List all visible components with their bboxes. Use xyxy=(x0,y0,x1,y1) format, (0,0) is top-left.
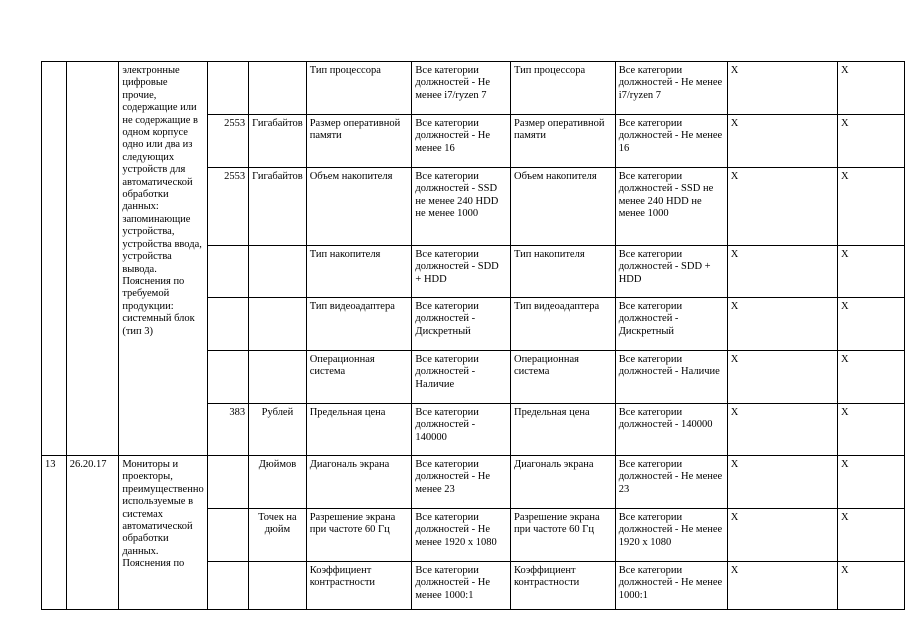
characteristic-approved: Тип видеоадаптера xyxy=(510,298,615,351)
x-mark: X xyxy=(727,562,837,610)
characteristic-approved: Операционная система xyxy=(510,351,615,404)
value: Все категории должностей - Не менее 1000:1 xyxy=(412,562,511,610)
x-mark: X xyxy=(727,351,837,404)
characteristic-approved: Размер оперативной памяти xyxy=(510,115,615,168)
value-approved: Все категории должностей - Не менее 1000:1 xyxy=(615,562,727,610)
characteristic: Размер оперативной памяти xyxy=(306,115,412,168)
x-mark: X xyxy=(838,62,905,115)
characteristic-approved: Тип накопителя xyxy=(510,246,615,298)
unit-name xyxy=(249,62,307,115)
x-mark: X xyxy=(838,509,905,562)
okei-code: 2553 xyxy=(207,115,248,168)
product-name: электронные цифровые прочие, содержащие или не содержащие в одном корпусе одно или два из следующих устройств для автоматической обработки данных: запоминающие устройства, устройства ввода, устройства вывода. Пояснения по требуемой продукции: системный блок (тип 3) xyxy=(119,62,207,456)
characteristic: Предельная цена xyxy=(306,404,412,456)
value: Все категории должностей - 140000 xyxy=(412,404,511,456)
value: Все категории должностей - Не менее 1920 x 1080 xyxy=(412,509,511,562)
value-approved: Все категории должностей - Дискретный xyxy=(615,298,727,351)
value: Все категории должностей - Не менее 23 xyxy=(412,456,511,509)
x-mark: X xyxy=(838,246,905,298)
row-number xyxy=(42,62,67,456)
characteristic-approved: Тип процессора xyxy=(510,62,615,115)
x-mark: X xyxy=(727,115,837,168)
characteristic-approved: Диагональ экрана xyxy=(510,456,615,509)
characteristic: Диагональ экрана xyxy=(306,456,412,509)
value: Все категории должностей - SSD не менее 240 HDD не менее 1000 xyxy=(412,168,511,246)
value: Все категории должностей - Не менее i7/ryzen 7 xyxy=(412,62,511,115)
okei-code xyxy=(207,509,248,562)
x-mark: X xyxy=(727,456,837,509)
value-approved: Все категории должностей - Не менее 23 xyxy=(615,456,727,509)
value-approved: Все категории должностей - Не менее i7/ryzen 7 xyxy=(615,62,727,115)
okei-code: 383 xyxy=(207,404,248,456)
x-mark: X xyxy=(727,168,837,246)
x-mark: X xyxy=(838,298,905,351)
value-approved: Все категории должностей - Наличие xyxy=(615,351,727,404)
unit-name xyxy=(249,298,307,351)
row-number: 13 xyxy=(42,456,67,610)
characteristic-approved: Разрешение экрана при частоте 60 Гц xyxy=(510,509,615,562)
characteristic: Коэффициент контрастности xyxy=(306,562,412,610)
unit-name xyxy=(249,246,307,298)
requirements-table xyxy=(41,61,905,610)
characteristic-approved: Объем накопителя xyxy=(510,168,615,246)
x-mark: X xyxy=(838,562,905,610)
characteristic: Разрешение экрана при частоте 60 Гц xyxy=(306,509,412,562)
x-mark: X xyxy=(838,456,905,509)
characteristic: Объем накопителя xyxy=(306,168,412,246)
unit-name: Рублей xyxy=(249,404,307,456)
okei-code xyxy=(207,298,248,351)
okpd-code: 26.20.17 xyxy=(66,456,119,610)
characteristic-approved: Предельная цена xyxy=(510,404,615,456)
unit-name: Дюймов xyxy=(249,456,307,509)
value: Все категории должностей - Дискретный xyxy=(412,298,511,351)
okei-code xyxy=(207,562,248,610)
x-mark: X xyxy=(838,115,905,168)
value-approved: Все категории должностей - SDD + HDD xyxy=(615,246,727,298)
characteristic-approved: Коэффициент контрастности xyxy=(510,562,615,610)
unit-name: Гигабайтов xyxy=(249,168,307,246)
unit-name: Гигабайтов xyxy=(249,115,307,168)
product-name: Мониторы и проекторы, преимущественно используемые в системах автоматической обработки данных. Пояснения по xyxy=(119,456,207,610)
value-approved: Все категории должностей - Не менее 1920 x 1080 xyxy=(615,509,727,562)
value: Все категории должностей - Наличие xyxy=(412,351,511,404)
value: Все категории должностей - SDD + HDD xyxy=(412,246,511,298)
x-mark: X xyxy=(727,404,837,456)
unit-name xyxy=(249,351,307,404)
characteristic: Тип процессора xyxy=(306,62,412,115)
x-mark: X xyxy=(727,509,837,562)
table-row xyxy=(42,456,905,509)
unit-name: Точек на дюйм xyxy=(249,509,307,562)
okei-code: 2553 xyxy=(207,168,248,246)
value-approved: Все категории должностей - Не менее 16 xyxy=(615,115,727,168)
x-mark: X xyxy=(727,62,837,115)
characteristic: Операционная система xyxy=(306,351,412,404)
x-mark: X xyxy=(838,404,905,456)
x-mark: X xyxy=(727,246,837,298)
value: Все категории должностей - Не менее 16 xyxy=(412,115,511,168)
characteristic: Тип накопителя xyxy=(306,246,412,298)
okei-code xyxy=(207,246,248,298)
unit-name xyxy=(249,562,307,610)
okpd-code xyxy=(66,62,119,456)
okei-code xyxy=(207,351,248,404)
value-approved: Все категории должностей - 140000 xyxy=(615,404,727,456)
okei-code xyxy=(207,62,248,115)
x-mark: X xyxy=(838,351,905,404)
okei-code xyxy=(207,456,248,509)
characteristic: Тип видеоадаптера xyxy=(306,298,412,351)
table-row xyxy=(42,62,905,115)
value-approved: Все категории должностей - SSD не менее 240 HDD не менее 1000 xyxy=(615,168,727,246)
x-mark: X xyxy=(727,298,837,351)
x-mark: X xyxy=(838,168,905,246)
